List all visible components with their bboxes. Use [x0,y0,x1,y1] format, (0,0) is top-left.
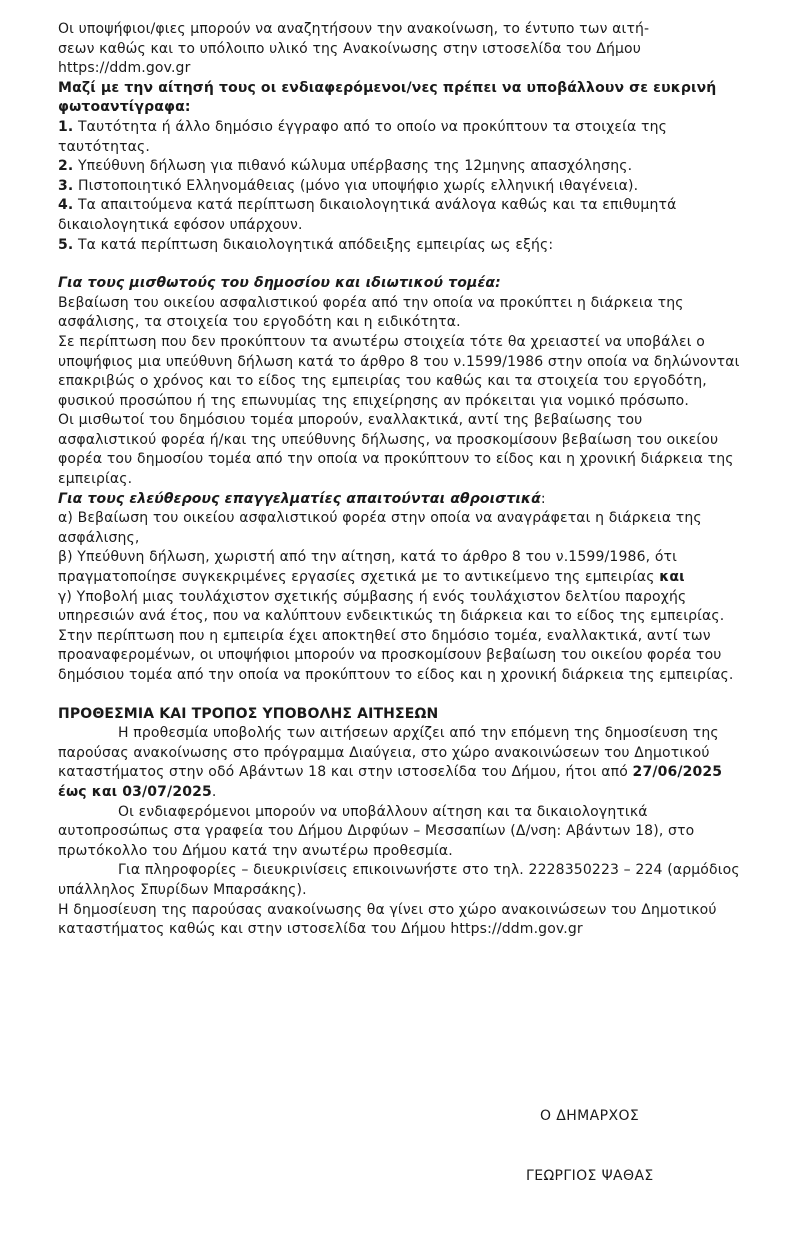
item-text: Τα κατά περίπτωση δικαιολογητικά απόδειξης εμπειρίας ως εξής: [77,236,554,253]
signature-name: ΓΕΩΡΓΙΟΣ ΨΑΘΑΣ [526,1168,654,1184]
item-text: Υπεύθυνη δήλωση για πιθανό κώλυμα υπέρβασης της 12μηνης απασχόλησης. [77,158,633,175]
deadline-section [58,705,743,940]
signature-title: Ο ΔΗΜΑΡΧΟΣ [540,1108,640,1124]
list-item [58,196,743,235]
employees-paragraph: Βεβαίωση του οικείου ασφαλιστικού φορέα από την οποία να προκύπτει η διάρκεια της ασφάλισης, τα στοιχεία του εργοδότη και η ειδικότητα. [58,294,684,331]
freelancers-item-b: β) Υπεύθυνη δήλωση, χωριστή από την αίτηση, κατά το άρθρο 8 του ν.1599/1986, ότι πραγματοποίησε συγκεκριμένες εργασίες σχετικά με το αντικείμενο της εμπειρίας και [58,549,685,586]
item-number: 5. [58,236,74,253]
website-link[interactable]: https://ddm.gov.gr [58,60,191,77]
intro-paragraph [58,20,743,79]
item-number: 4. [58,197,74,214]
list-item [58,157,743,177]
and-conjunction: και [659,569,685,586]
list-item [58,236,743,256]
documents-list [58,118,743,255]
item-number: 1. [58,118,74,135]
item-number: 2. [58,158,74,175]
item-text: Τα απαιτούμενα κατά περίπτωση δικαιολογητικά ανάλογα καθώς και τα επιθυμητά δικαιολογητικά εφόσον υπάρχουν. [58,197,677,233]
employees-section [58,274,743,490]
list-item [58,118,743,157]
intro-line: σεων καθώς και το υπόλοιπο υλικό της Ανακοίνωσης στην ιστοσελίδα του Δήμου [58,40,642,57]
freelancers-section [58,490,743,686]
documents-heading: Μαζί με την αίτησή τους οι ενδιαφερόμενοι/νες πρέπει να υποβάλλουν σε ευκρινή φωτοαντίγραφα: [58,79,717,116]
freelancers-item-c: γ) Υποβολή μιας τουλάχιστον σχετικής σύμβασης ή ενός τουλάχιστον δελτίου παροχής υπηρεσιών ανά έτος, που να καλύπτουν ενδεικτικώς τη διάρκεια και το είδος της εμπειρίας. [58,588,725,625]
list-item [58,177,743,197]
employees-paragraph: Οι μισθωτοί του δημόσιου τομέα μπορούν, εναλλακτικά, αντί της βεβαίωσης του ασφαλιστικού φορέα ή/και της υπεύθυνης δήλωσης, να προσκομίσουν βεβαίωση του οικείου φορέα του δημοσίου τομέα από την οποία να προκύπτουν το είδος και η χρονική διάρκεια της εμπειρίας. [58,412,734,488]
employees-heading: Για τους μισθωτούς του δημοσίου και ιδιωτικού τομέα: [58,275,501,292]
freelancers-heading: Για τους ελεύθερους επαγγελματίες απαιτούνται αθροιστικά [58,490,541,507]
publication-paragraph: Η δημοσίευση της παρούσας ανακοίνωσης θα γίνει στο χώρο ανακοινώσεων του Δημοτικού καταστήματος καθώς και στην ιστοσελίδα του Δήμου https://ddm.gov.gr [58,901,717,938]
submission-dates: 27/06/2025 έως και 03/07/2025 [58,764,723,800]
item-text: Πιστοποιητικό Ελληνομάθειας (μόνο για υποψήφιο χωρίς ελληνική ιθαγένεια). [77,177,639,194]
item-number: 3. [58,177,74,194]
intro-line: Οι υποψήφιοι/φιες μπορούν να αναζητήσουν την ανακοίνωση, το έντυπο των αιτή- [58,21,650,37]
submission-paragraph: Οι ενδιαφερόμενοι μπορούν να υποβάλλουν αίτηση και τα δικαιολογητικά αυτοπροσώπως στα γραφεία του Δήμου Διρφύων – Μεσσαπίων (Δ/νση: Αβάντων 18), στο πρωτόκολλο του Δήμου κατά την ανωτέρω προθεσμία. [58,803,695,859]
deadline-paragraph: Η προθεσμία υποβολής των αιτήσεων αρχίζει από την επόμενη της δημοσίευση της παρούσας ανακοίνωσης στο πρόγραμμα Διαύγεια, στο χώρο ανακοινώσεων του Δημοτικού καταστήματος στην οδό Αβάντων 18 και στην ιστοσελίδα του Δήμου, ήτοι από 27/06/2025 έως και 03/07/2025. [58,725,723,800]
freelancers-item-a: α) Βεβαίωση του οικείου ασφαλιστικού φορέα στην οποία να αναγράφεται η διάρκεια της ασφάλισης, [58,510,702,546]
contact-paragraph: Για πληροφορίες – διευκρινίσεις επικοινωνήστε στο τηλ. 2228350223 – 224 (αρμόδιος υπάλληλος Σπυρίδων Μπαρσάκης). [58,862,740,898]
freelancers-heading-line: Για τους ελεύθερους επαγγελματίες απαιτούνται αθροιστικά: [58,490,546,507]
deadline-heading: ΠΡΟΘΕΣΜΙΑ ΚΑΙ ΤΡΟΠΟΣ ΥΠΟΒΟΛΗΣ ΑΙΤΗΣΕΩΝ [58,705,439,722]
freelancers-alternative: Στην περίπτωση που η εμπειρία έχει αποκτηθεί στο δημόσιο τομέα, εναλλακτικά, αντί των προαναφερομένων, οι υποψήφιοι μπορούν να προσκομίσουν βεβαίωση του οικείου φορέα του δημόσιου τομέα από την οποία να προκύπτουν το είδος και η χρονική διάρκεια της εμπειρίας. [58,627,734,683]
item-text: Ταυτότητα ή άλλο δημόσιο έγγραφο από το οποίο να προκύπτουν τα στοιχεία της ταυτότητας. [58,118,667,155]
employees-paragraph: Σε περίπτωση που δεν προκύπτουν τα ανωτέρω στοιχεία τότε θα χρειαστεί να υποβάλει ο υποψήφιος μια υπεύθυνη δήλωση κατά το άρθρο 8 του ν.1599/1986 στην οποία να δηλώνονται επακριβώς ο χρόνος και το είδος της εμπειρίας του καθώς και τα στοιχεία του εργοδότη, φυσικού προσώπου ή της επωνυμίας της επιχείρησης αν πρόκειται για νομικό πρόσωπο. [58,333,740,409]
announcement-page [58,20,743,940]
